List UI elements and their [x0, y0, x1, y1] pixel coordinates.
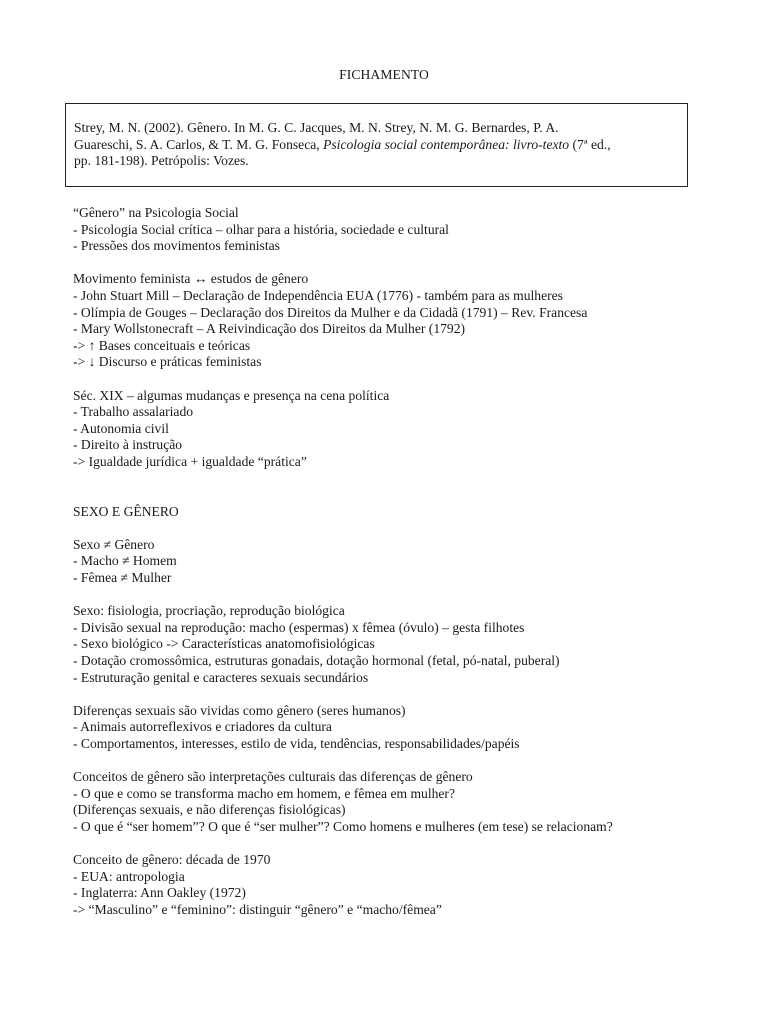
section-line: - Comportamentos, interesses, estilo de vida, tendências, responsabilidades/papéis: [73, 736, 520, 751]
section-heading: Séc. XIX – algumas mudanças e presença na cena política: [73, 387, 390, 403]
section-heading: SEXO E GÊNERO: [73, 503, 179, 519]
section-conceitos-genero: [73, 769, 733, 835]
section-line: -> “Masculino” e “feminino”: distinguir “gênero” e “macho/fêmea”: [73, 901, 442, 917]
section-heading: “Gênero” na Psicologia Social: [73, 205, 239, 220]
section-line: - EUA: antropologia: [73, 868, 185, 884]
reference-line-2: [74, 137, 679, 154]
section-line: (Diferenças sexuais, e não diferenças fisiológicas): [73, 802, 346, 818]
section-heading: Sexo ≠ Gênero: [73, 536, 155, 552]
section-line: - Direito à instrução: [73, 437, 183, 453]
section-movimento-feminista: [73, 271, 733, 371]
section-line: - Dotação cromossômica, estruturas gonadais, dotação hormonal (fetal, pó-natal, puberal): [73, 653, 560, 669]
section-heading: Diferenças sexuais são vividas como gênero (seres humanos): [73, 702, 406, 718]
section-diferencas-sexuais: [73, 703, 733, 753]
reference-edition: (7ª ed.,: [569, 136, 611, 152]
section-line: - Fêmea ≠ Mulher: [73, 570, 172, 586]
section-line: - Animais autorreflexivos e criadores da cultura: [73, 719, 332, 735]
section-line: -> ↑ Bases conceituais e teóricas: [73, 337, 251, 353]
section-line: - Estruturação genital e caracteres sexuais secundários: [73, 669, 369, 685]
section-sec-xix: [73, 388, 733, 471]
section-sexo-diferente-genero: [73, 537, 733, 587]
reference-box: [65, 103, 688, 187]
page-title: FICHAMENTO: [339, 67, 429, 82]
section-line: -> ↓ Discurso e práticas feministas: [73, 354, 262, 370]
section-heading: Conceito de gênero: década de 1970: [73, 852, 271, 868]
section-line: - Autonomia civil: [73, 420, 169, 436]
section-line: - Trabalho assalariado: [73, 404, 194, 420]
section-line: - Psicologia Social crítica – olhar para a história, sociedade e cultural: [73, 221, 449, 237]
section-spacer: [73, 487, 733, 504]
section-line: - Sexo biológico -> Características anatomofisiológicas: [73, 636, 375, 652]
reference-authors: Guareschi, S. A. Carlos, & T. M. G. Fonseca,: [74, 136, 324, 152]
reference-book-title: Psicologia social contemporânea: livro-texto: [323, 136, 570, 152]
section-heading: Movimento feminista ↔ estudos de gênero: [73, 271, 309, 287]
section-line: - O que e como se transforma macho em homem, e fêmea em mulher?: [73, 785, 455, 801]
section-heading: Sexo: fisiologia, procriação, reprodução biológica: [73, 603, 345, 619]
section-conceito-1970: [73, 852, 733, 918]
section-line: - Pressões dos movimentos feministas: [73, 238, 280, 254]
section-sexo-e-genero-heading: [73, 504, 733, 521]
section-sexo-fisiologia: [73, 603, 733, 686]
section-line: - Divisão sexual na reprodução: macho (espermas) x fêmea (óvulo) – gesta filhotes: [73, 619, 525, 635]
section-heading: Conceitos de gênero são interpretações culturais das diferenças de gênero: [73, 769, 473, 785]
notes-content: [73, 205, 733, 935]
section-line: - Mary Wollstonecraft – A Reivindicação dos Direitos da Mulher (1792): [73, 321, 466, 337]
section-line: -> Igualdade jurídica + igualdade “prática”: [73, 453, 307, 469]
reference-line-1: Strey, M. N. (2002). Gênero. In M. G. C. Jacques, M. N. Strey, N. M. G. Bernardes, P. A.: [74, 120, 559, 135]
section-line: - O que é “ser homem”? O que é “ser mulher”? Como homens e mulheres (em tese) se relacionam?: [73, 818, 613, 834]
section-line: - Olímpia de Gouges – Declaração dos Direitos da Mulher e da Cidadã (1791) – Rev. Francesa: [73, 304, 588, 320]
section-genero-psicologia: [73, 205, 733, 255]
section-line: - Inglaterra: Ann Oakley (1972): [73, 885, 246, 901]
reference-line-3: pp. 181-198). Petrópolis: Vozes.: [74, 153, 249, 168]
section-line: - John Stuart Mill – Declaração de Independência EUA (1776) - também para as mulheres: [73, 287, 563, 303]
section-line: - Macho ≠ Homem: [73, 553, 177, 569]
